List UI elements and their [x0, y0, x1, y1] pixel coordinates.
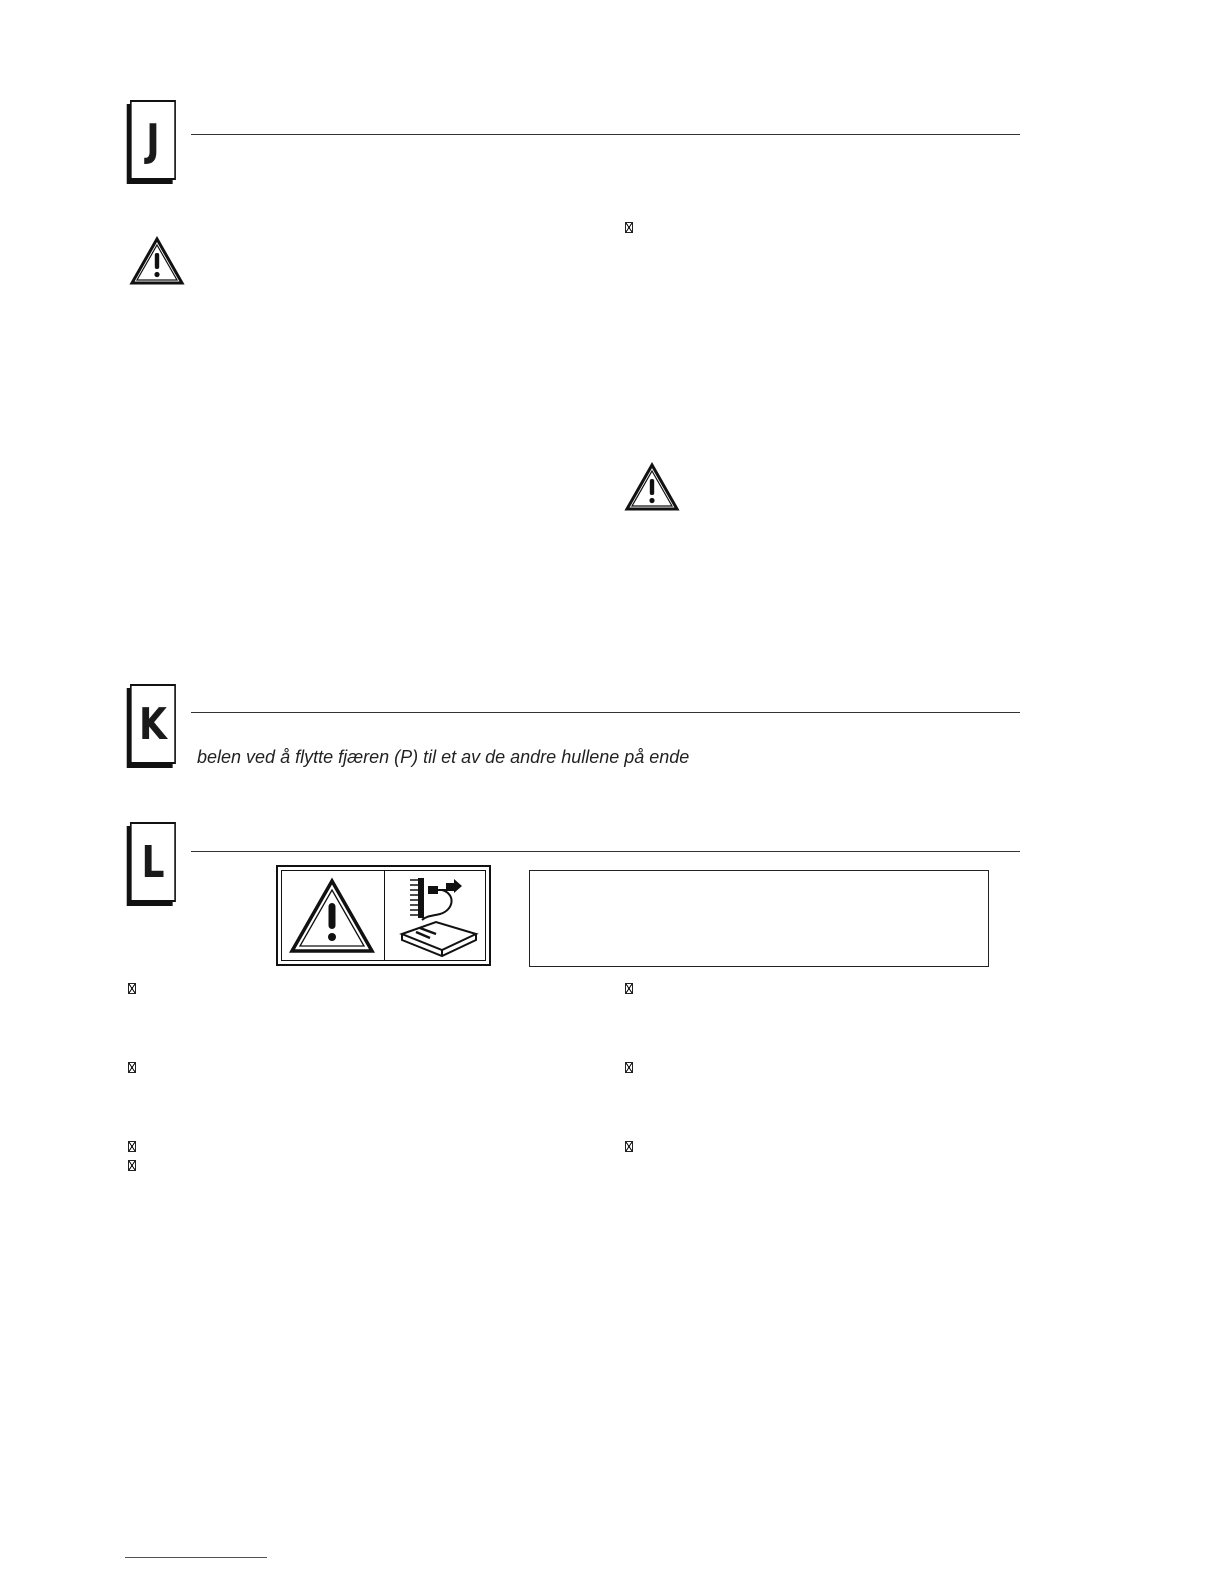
bullet-icon [625, 222, 633, 233]
bullet-icon [128, 1141, 136, 1152]
bullet-icon [128, 1160, 136, 1171]
section-badge-k [130, 684, 176, 764]
section-letter-k: K [138, 698, 167, 750]
footer-link-rule[interactable] [125, 1557, 267, 1558]
section-badge-l [130, 822, 176, 902]
note-box [529, 870, 989, 967]
bullet-icon [128, 1062, 136, 1073]
warning-triangle-icon [624, 462, 680, 512]
bullet-icon [128, 983, 136, 994]
bullet-icon [625, 983, 633, 994]
warning-triangle-icon [288, 877, 376, 957]
section-letter-l: L [141, 836, 165, 888]
section-rule-j [191, 134, 1020, 135]
section-rule-l [191, 851, 1020, 852]
safety-label [276, 865, 491, 966]
bullet-icon [625, 1062, 633, 1073]
section-letter-j: J [146, 114, 160, 166]
section-badge-j [130, 100, 176, 180]
bullet-icon [625, 1141, 633, 1152]
unplug-and-read-manual-icon [396, 872, 484, 960]
warning-triangle-icon [129, 236, 185, 286]
section-k-text: belen ved å flytte fjæren (P) til et av de andre hullene på ende [197, 747, 690, 767]
section-rule-k [191, 712, 1020, 713]
